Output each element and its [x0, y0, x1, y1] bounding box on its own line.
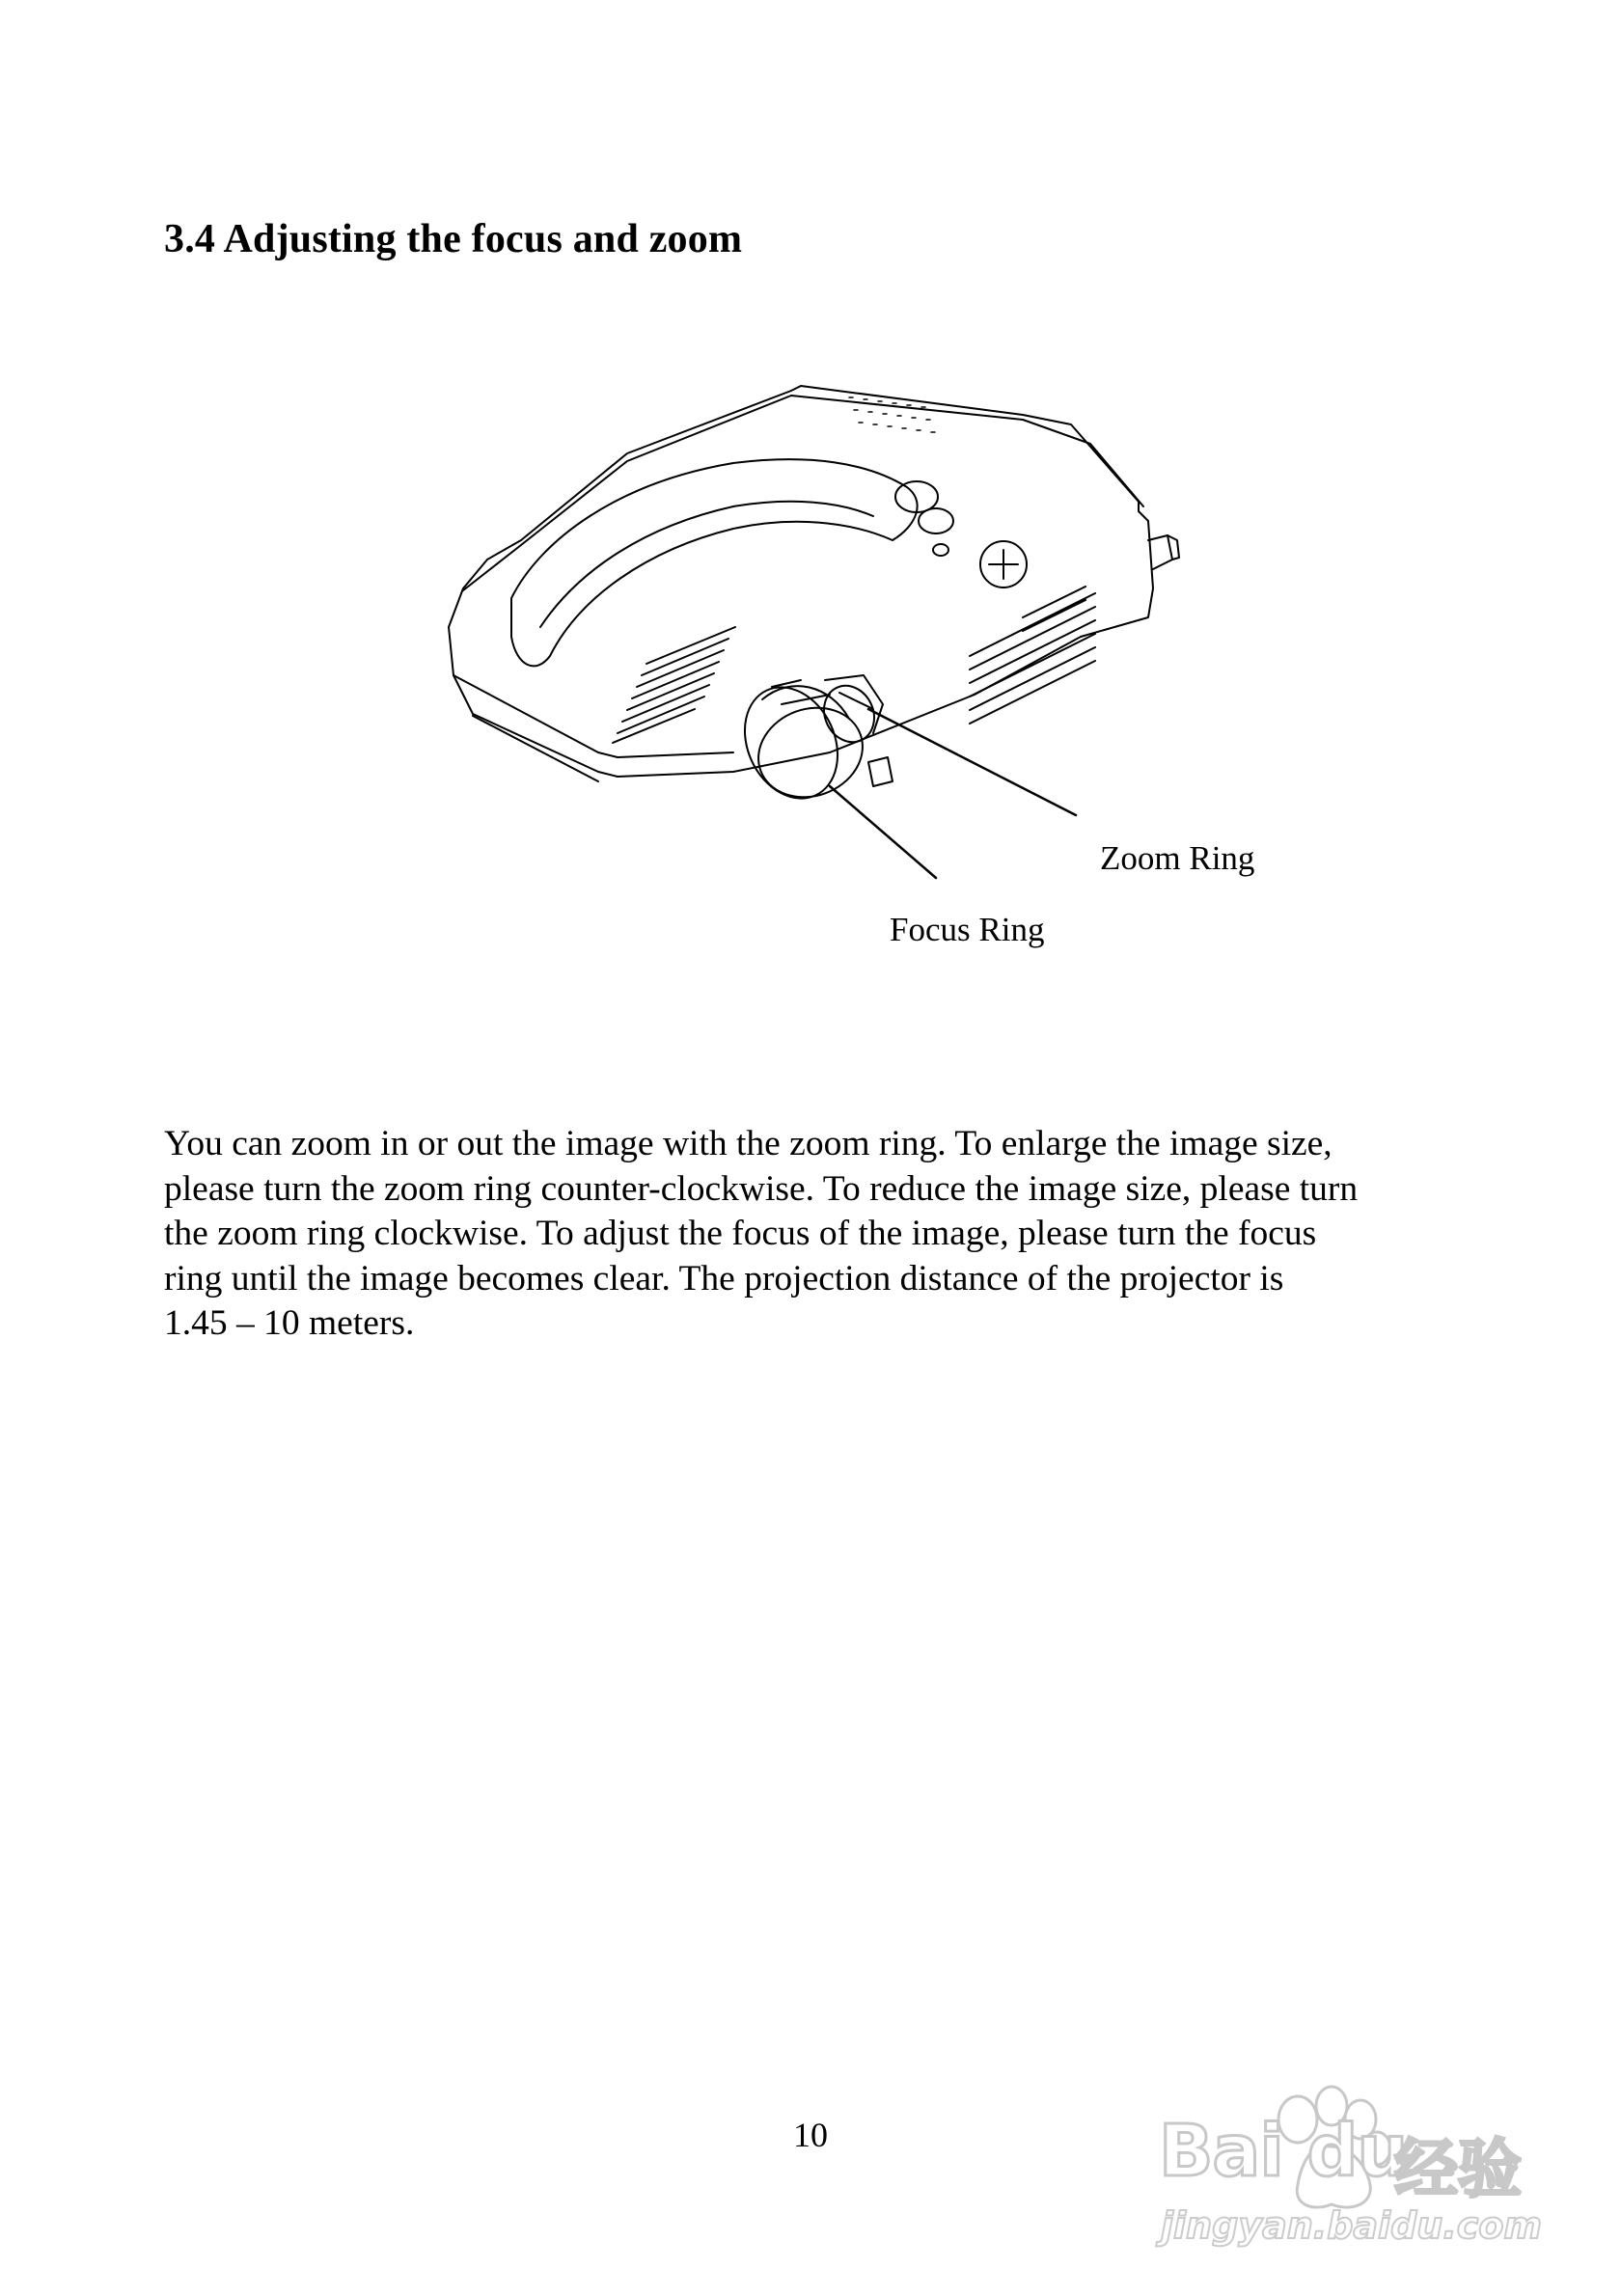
section-heading: 3.4 Adjusting the focus and zoom	[164, 217, 743, 261]
page-number: 10	[793, 2116, 828, 2154]
body-line: 1.45 – 10 meters.	[164, 1303, 415, 1343]
body-line: the zoom ring clockwise. To adjust the focus of the image, please turn the focus	[164, 1214, 1317, 1253]
focus-ring-callout: Focus Ring	[890, 911, 1045, 948]
zoom-ring-callout: Zoom Ring	[1100, 839, 1255, 877]
body-line: ring until the image becomes clear. The projection distance of the projector is	[164, 1258, 1284, 1298]
projector-illustration	[0, 0, 1621, 1061]
body-paragraph	[164, 1122, 1486, 1347]
watermark-brand: Bai du	[1159, 2110, 1408, 2193]
watermark-url: jingyan.baidu.com	[1161, 2204, 1542, 2247]
body-line: please turn the zoom ring counter-clockwise. To reduce the image size, please turn	[164, 1168, 1359, 1209]
body-line: You can zoom in or out the image with the zoom ring. To enlarge the image size,	[164, 1124, 1333, 1163]
baidu-watermark	[1153, 2060, 1558, 2248]
projector-figure	[0, 0, 1621, 1061]
watermark-brand-cn: 经验	[1394, 2132, 1522, 2206]
